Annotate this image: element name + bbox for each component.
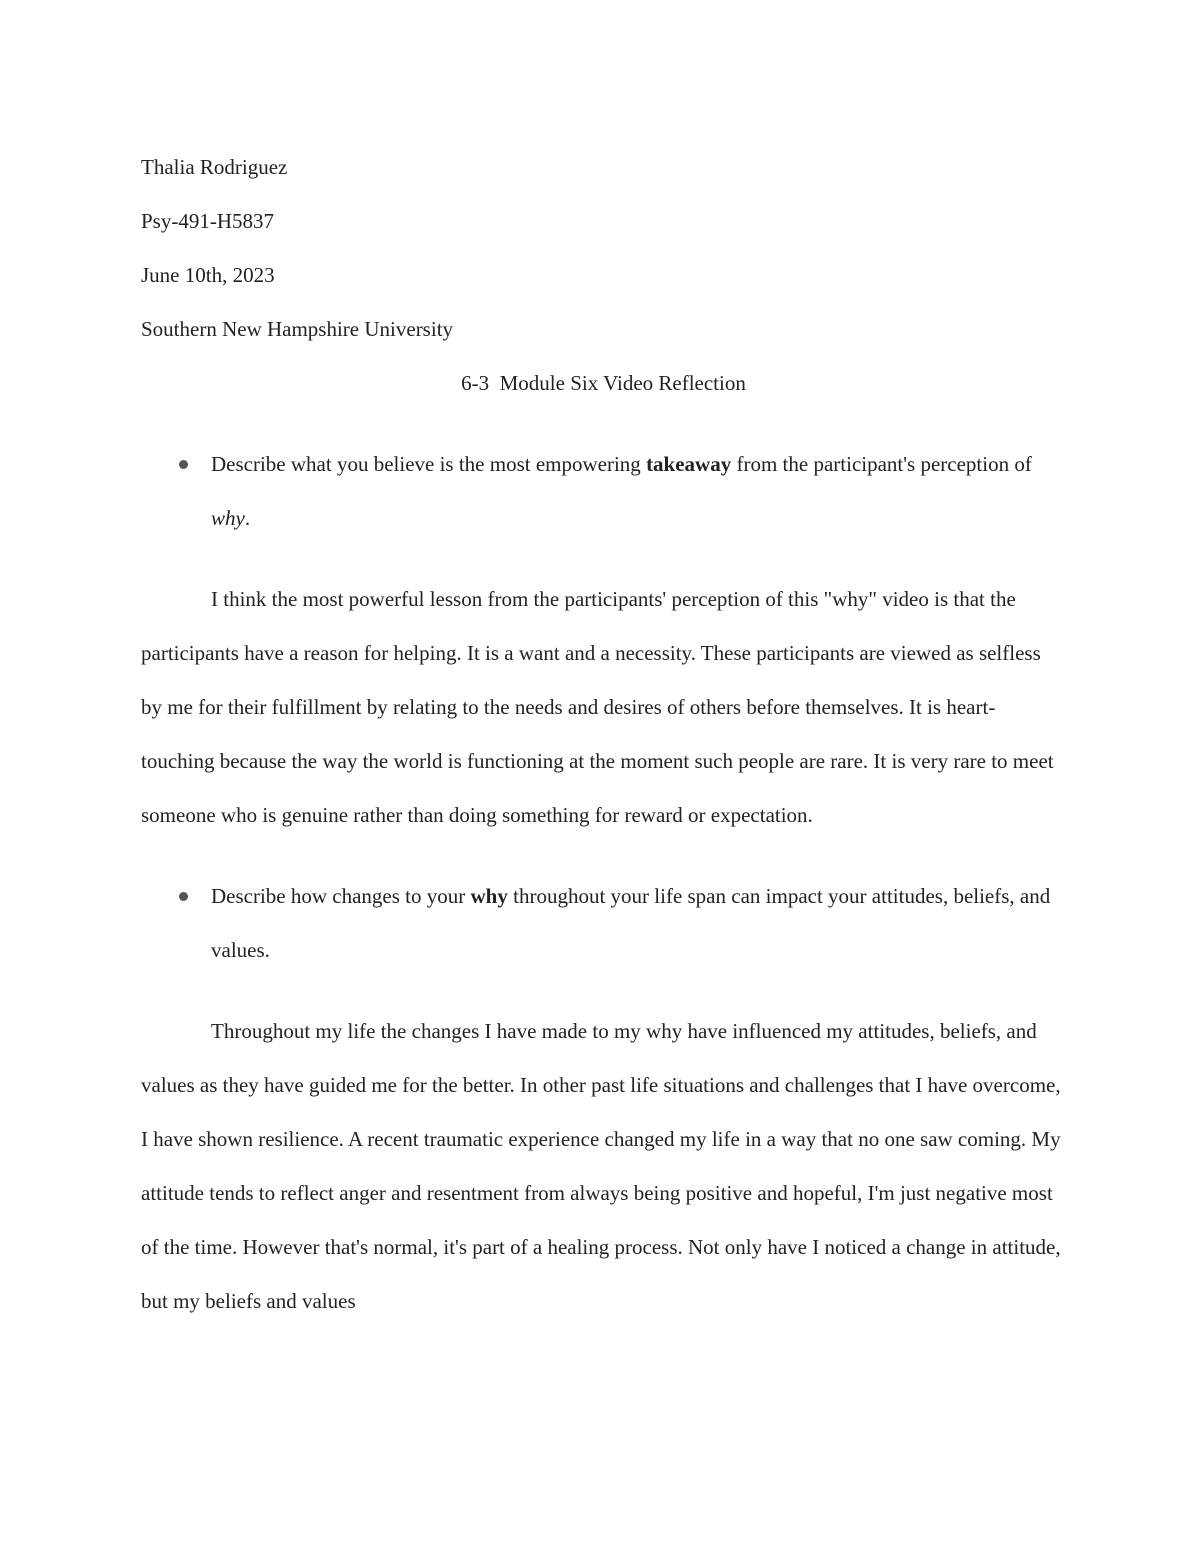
question-1-bold: takeaway (646, 452, 732, 476)
question-1-mid: from the participant's perception of (731, 452, 1032, 476)
author-name: Thalia Rodriguez (141, 155, 288, 179)
bullet-icon (179, 460, 188, 469)
answer-1: I think the most powerful lesson from the participants' perception of this "why" video is that the participants have a reason for helping. It is a want and a necessity. These participants are viewed as selfless by me for their fulfillment by relating to the needs and desires of others before themselves. It is heart-touching because the way the world is functioning at the moment such people are rare. It is very rare to meet someone who is genuine rather than doing something for reward or expectation. (141, 587, 1054, 827)
course-code: Psy-491-H5837 (141, 209, 275, 233)
question-1-post: . (244, 506, 251, 530)
institution-name: Southern New Hampshire University (141, 317, 454, 341)
question-2-text (211, 869, 1066, 977)
question-1-text (211, 437, 1066, 545)
question-2-bold: why (470, 884, 508, 908)
bullet-icon (179, 892, 188, 901)
answer-2: Throughout my life the changes I have made to my why have influenced my attitudes, beliefs, and values as they have guided me for the better. In other past life situations and challenges that I have overcome, I have shown resilience. A recent traumatic experience changed my life in a way that no one saw coming. My attitude tends to reflect anger and resentment from always being positive and hopeful, I'm just negative most of the time. However that's normal, it's part of a healing process. Not only have I noticed a change in attitude, but my beliefs and values (141, 1019, 1061, 1313)
document-body (141, 140, 1066, 1328)
question-1 (141, 437, 1066, 545)
question-1-italic: why (211, 506, 245, 530)
question-2 (141, 869, 1066, 977)
question-1-pre: Describe what you believe is the most empowering (211, 452, 647, 476)
question-2-post: throughout your life span can impact your attitudes, beliefs, and values. (211, 884, 1051, 962)
submission-date: June 10th, 2023 (141, 263, 275, 287)
question-2-pre: Describe how changes to your (211, 884, 471, 908)
document-title: 6-3 Module Six Video Reflection (461, 371, 746, 395)
